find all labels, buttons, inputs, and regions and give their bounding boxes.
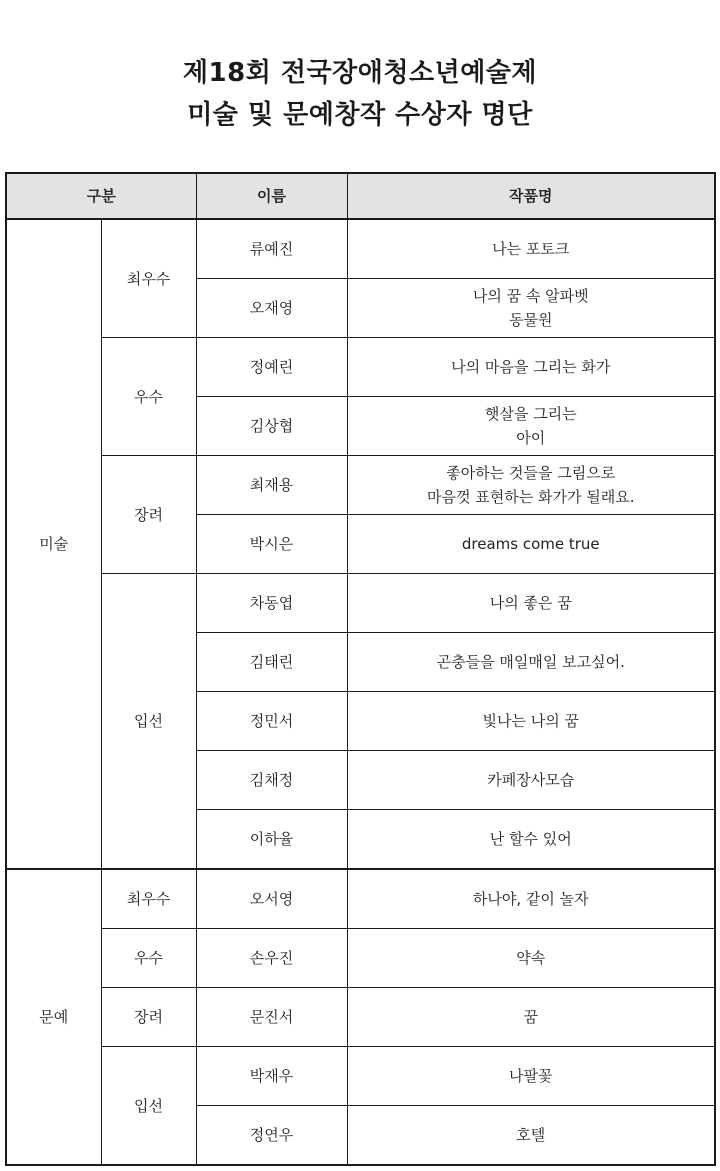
work-title: dreams come true [347,515,715,574]
award-level: 최우수 [101,219,196,338]
awardee-name: 박재우 [196,1047,347,1106]
header-category: 구분 [6,173,196,219]
award-level: 장려 [101,456,196,574]
work-title: 나의 좋은 꿈 [347,574,715,633]
page-title: 제18회 전국장애청소년예술제 [182,58,538,88]
work-title: 카페장사모습 [347,751,715,810]
award-level: 우수 [101,929,196,988]
table-row [6,219,715,279]
work-title: 하나야, 같이 놀자 [347,869,715,929]
award-level: 입선 [101,1047,196,1166]
header-name: 이름 [196,173,347,219]
awardee-name: 차동엽 [196,574,347,633]
section-literature: 문예 [6,869,101,1165]
work-title: 나는 포토크 [347,219,715,279]
award-level: 입선 [101,574,196,870]
page-subtitle: 미술 및 문예창작 수상자 명단 [187,100,533,130]
section-art: 미술 [6,219,101,869]
table-header-row [6,173,715,219]
awardee-name: 최재용 [196,456,347,515]
awardee-name: 정민서 [196,692,347,751]
work-title: 빛나는 나의 꿈 [347,692,715,751]
table-row [6,929,715,988]
awardee-name: 박시은 [196,515,347,574]
work-title: 나의 마음을 그리는 화가 [347,338,715,397]
awardee-name: 김채정 [196,751,347,810]
awardee-name: 정예린 [196,338,347,397]
table-row [6,988,715,1047]
awardee-name: 손우진 [196,929,347,988]
award-level: 장려 [101,988,196,1047]
header-work: 작품명 [347,173,715,219]
table-row [6,338,715,397]
table-row [6,456,715,515]
awardee-name: 정연우 [196,1106,347,1166]
awardee-name: 류예진 [196,219,347,279]
awardee-name: 김태린 [196,633,347,692]
awardee-name: 문진서 [196,988,347,1047]
awardee-name: 오재영 [196,279,347,338]
table-row [6,869,715,929]
work-title: 꿈 [347,988,715,1047]
award-level: 우수 [101,338,196,456]
work-title: 좋아하는 것들을 그림으로 마음껏 표현하는 화가가 될래요. [347,456,715,515]
awardee-name: 이하율 [196,810,347,870]
work-title: 약속 [347,929,715,988]
work-title: 난 할수 있어 [347,810,715,870]
work-title: 나팔꽃 [347,1047,715,1106]
work-title: 호텔 [347,1106,715,1166]
work-title: 햇살을 그리는 아이 [347,397,715,456]
table-row [6,1047,715,1106]
award-level: 최우수 [101,869,196,929]
awardee-name: 오서영 [196,869,347,929]
awardee-name: 김상협 [196,397,347,456]
work-title: 곤충들을 매일매일 보고싶어. [347,633,715,692]
awardees-table [5,172,716,1166]
work-title: 나의 꿈 속 알파벳 동물원 [347,279,715,338]
table-row [6,574,715,633]
